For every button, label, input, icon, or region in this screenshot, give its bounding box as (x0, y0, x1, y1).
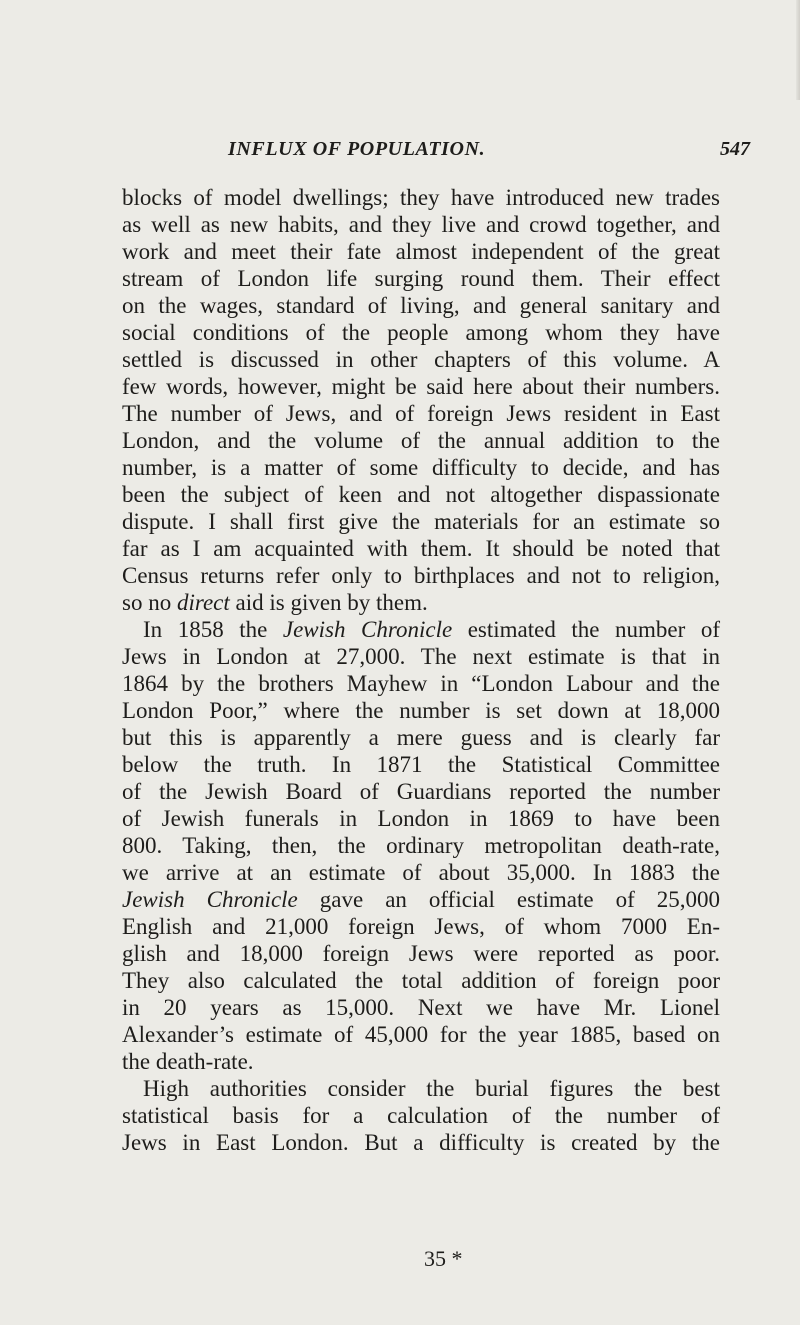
italic-jewish-chronicle: Jewish Chronicle (282, 617, 453, 642)
text-line: as well as new habits, and they live and crowd together, and (122, 212, 720, 237)
text-line: Alexander’s estimate of 45,000 for the year 1885, based on (122, 1022, 720, 1047)
running-header (0, 138, 800, 168)
page-number: 547 (720, 138, 750, 160)
text-line: the death-rate. (122, 1049, 254, 1074)
text-line: been the subject of keen and not altogether dispassionate (122, 482, 720, 507)
body-text (122, 184, 720, 1156)
text-line: but this is apparently a mere guess and is clearly far (122, 725, 720, 750)
text-line: few words, however, might be said here about their numbers. (122, 374, 720, 399)
text-line: far as I am acquainted with them. It should be noted that (122, 536, 720, 561)
italic-direct: direct (176, 590, 230, 615)
text-fragment: gave an official estimate of 25,000 (319, 887, 720, 912)
text-line: stream of London life surging round them. Their effect (122, 266, 720, 291)
text-line: of the Jewish Board of Guardians reported the number (122, 779, 720, 804)
text-line: London Poor,” where the number is set down at 18,000 (122, 698, 720, 723)
text-line: dispute. I shall first give the materials for an estimate so (122, 509, 720, 534)
italic-jewish-chronicle: Jewish Chronicle (122, 887, 298, 912)
text-line (122, 589, 720, 616)
text-line: The number of Jews, and of foreign Jews resident in East (122, 401, 720, 426)
text-line: Jews in East London. But a difficulty is created by the (122, 1130, 720, 1155)
text-line: number, is a matter of some difficulty to decide, and has (122, 455, 720, 480)
text-line: settled is discussed in other chapters of this volume. A (122, 347, 720, 372)
text-line: Census returns refer only to birthplaces and not to religion, (122, 563, 720, 588)
signature-mark: 35 * (424, 1246, 463, 1271)
text-line: we arrive at an estimate of about 35,000. In 1883 the (122, 860, 720, 885)
page-edge-shadow (796, 0, 800, 100)
text-line: London, and the volume of the annual addition to the (122, 428, 720, 453)
text-line: statistical basis for a calculation of the number of (122, 1103, 720, 1128)
text-line (122, 886, 720, 913)
text-line (122, 616, 720, 643)
text-line: work and meet their fate almost independent of the great (122, 239, 720, 264)
text-line: English and 21,000 foreign Jews, of whom 7000 En- (122, 914, 720, 939)
text-fragment: estimated the number of (467, 617, 720, 642)
text-line: in 20 years as 15,000. Next we have Mr. Lionel (122, 995, 720, 1020)
text-fragment: so no (122, 590, 172, 615)
text-fragment: aid is given by them. (235, 590, 428, 615)
text-line: glish and 18,000 foreign Jews were reported as poor. (122, 941, 720, 966)
text-line: of Jewish funerals in London in 1869 to have been (122, 806, 720, 831)
text-line: They also calculated the total addition of foreign poor (122, 968, 720, 993)
text-line: High authorities consider the burial figures the best (143, 1076, 720, 1101)
text-line: 800. Taking, then, the ordinary metropolitan death-rate, (122, 833, 720, 858)
text-line: below the truth. In 1871 the Statistical Committee (122, 752, 720, 777)
text-line: Jews in London at 27,000. The next estimate is that in (122, 644, 720, 669)
text-line: 1864 by the brothers Mayhew in “London Labour and the (122, 671, 720, 696)
running-title: INFLUX OF POPULATION. (228, 138, 486, 160)
text-line: blocks of model dwellings; they have introduced new trades (122, 185, 720, 210)
text-fragment: In 1858 the (143, 617, 268, 642)
text-line: on the wages, standard of living, and general sanitary and (122, 293, 720, 318)
text-line: social conditions of the people among whom they have (122, 320, 720, 345)
